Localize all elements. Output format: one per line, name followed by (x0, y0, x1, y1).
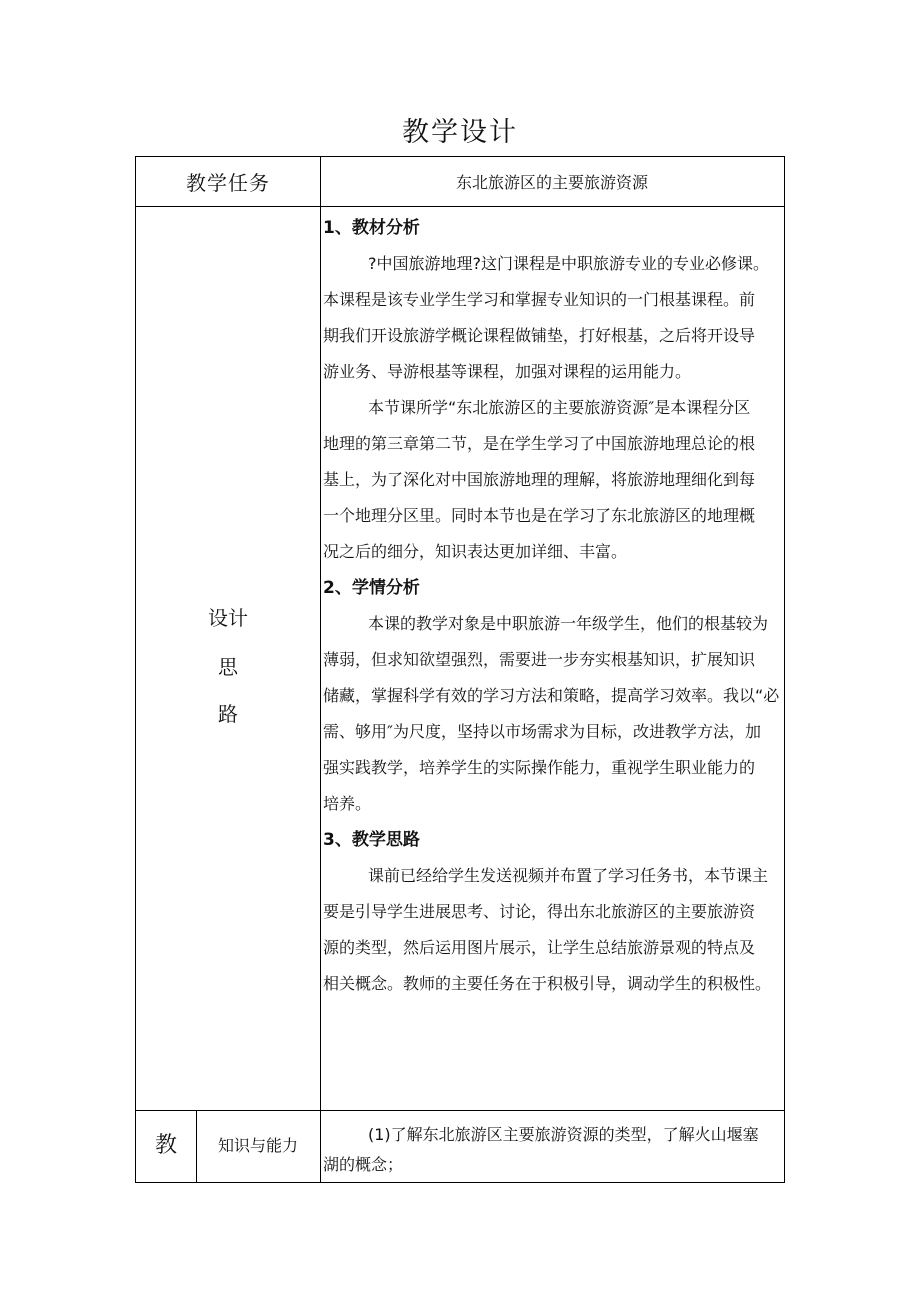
goal-line: (1)了解东北旅游区主要旅游资源的类型，了解火山堰塞 (368, 1125, 759, 1144)
goal-line: 湖的概念； (323, 1155, 404, 1174)
paragraph-line: 要是引导学生进展思考、讨论，得出东北旅游区的主要旅游资 (323, 902, 756, 921)
goals-sub-label: 知识与能力 (217, 1136, 298, 1155)
paragraph-line: 况之后的细分，知识表达更加详细、丰富。 (323, 542, 628, 561)
paragraph-line: 地理的第三章第二节，是在学生学习了中国旅游地理总论的根 (323, 434, 756, 453)
paragraph-line: 储藏，掌握科学有效的学习方法和策略，提高学习效率。我以“必 (323, 686, 780, 705)
paragraph-line: 培养。 (323, 794, 372, 813)
paragraph-line: 游业务、导游根基等课程，加强对课程的运用能力。 (323, 362, 692, 381)
paragraph-line: 相关概念。教师的主要任务在于积极引导，调动学生的积极性。 (323, 974, 772, 993)
paragraph-line: 本课的教学对象是中职旅游一年级学生，他们的根基较为 (368, 614, 769, 633)
paragraph-line: 需、够用″为尺度，坚持以市场需求为目标，改进教学方法，加 (323, 722, 761, 741)
table-border-right (784, 156, 785, 1183)
section-heading: 1、教材分析 (323, 218, 420, 238)
task-label: 教学任务 (186, 171, 270, 195)
section-heading: 3、教学思路 (323, 830, 420, 850)
row-divider-task (135, 206, 785, 207)
table-border-bottom (135, 1182, 785, 1183)
paragraph-line: 本课程是该专业学生学习和掌握专业知识的一门根基课程。前 (323, 290, 756, 309)
goals-content (320, 1120, 784, 1180)
paragraph-line: 课前已经给学生发送视频并布置了学习任务书，本节课主 (368, 866, 769, 885)
paragraph-line: 一个地理分区里。同时本节也是在学习了东北旅游区的地理概 (323, 506, 756, 525)
paragraph-line: 薄弱，但求知欲望强烈，需要进一步夯实根基知识，扩展知识 (323, 650, 756, 669)
paragraph-line: 源的类型，然后运用图片展示，让学生总结旅游景观的特点及 (323, 938, 756, 957)
section-heading: 2、学情分析 (323, 578, 420, 598)
paragraph-line: 本节课所学“东北旅游区的主要旅游资源″是本课程分区 (368, 398, 751, 417)
design-label-line-2: 思 (218, 655, 238, 679)
goals-label: 教 (154, 1133, 177, 1158)
paragraph-line: 强实践教学，培养学生的实际操作能力，重视学生职业能力的 (323, 758, 756, 777)
paragraph-line: 基上，为了深化对中国旅游地理的理解，将旅游地理细化到每 (323, 470, 756, 489)
design-content (320, 210, 784, 1002)
document-title: 教学设计 (402, 117, 518, 148)
design-label-line-1: 设计 (208, 606, 248, 630)
paragraph-line: 期我们开设旅游学概论课程做铺垫，打好根基，之后将开设导 (323, 326, 756, 345)
paragraph-line: ?中国旅游地理?这门课程是中职旅游专业的专业必修课。 (368, 254, 769, 273)
task-value: 东北旅游区的主要旅游资源 (455, 173, 648, 192)
design-label-line-3: 路 (218, 702, 238, 726)
